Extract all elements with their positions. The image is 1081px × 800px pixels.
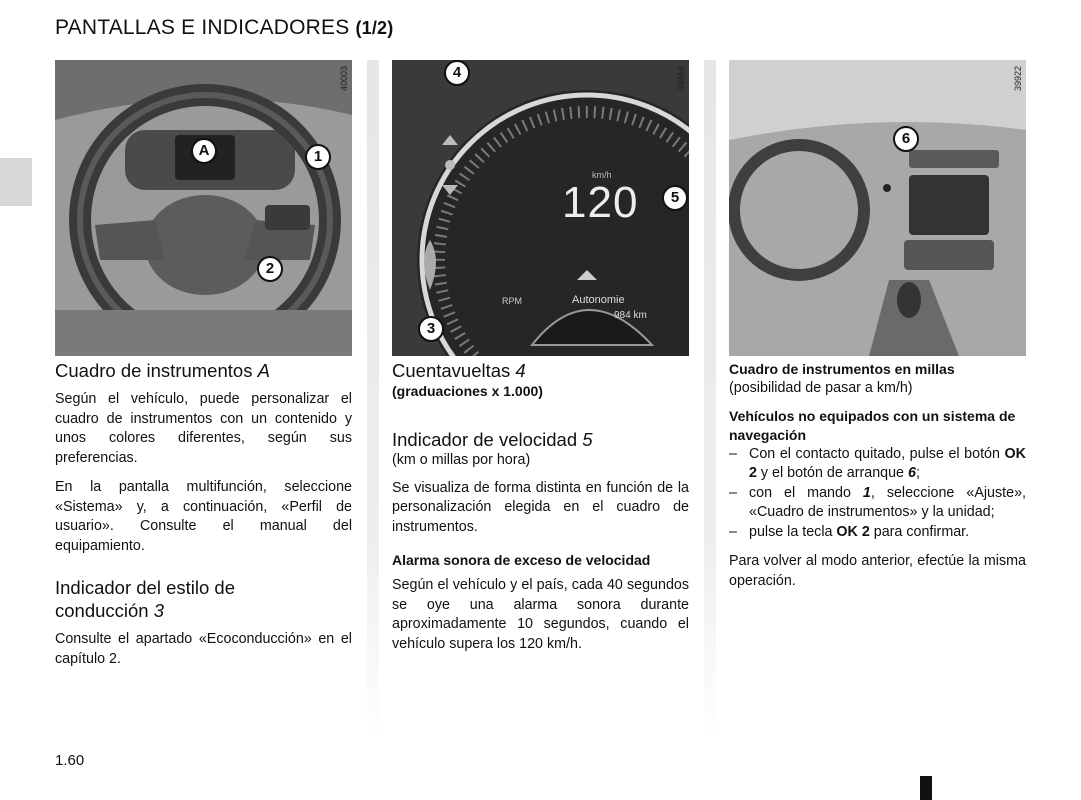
autonomy-value: 984 km [614, 310, 647, 321]
dashboard-illustration [729, 60, 1026, 356]
column-left [55, 360, 352, 679]
section-heading-speedometer: Indicador de velocidad 5 [392, 429, 593, 450]
list-item: – con el mando 1, seleccione «Ajuste», «Cuadro de instrumentos» y la unidad; [729, 484, 1026, 523]
section-heading-instrument-panel: Cuadro de instrumentos A [55, 360, 270, 381]
paragraph: Se visualiza de forma distinta en función de la personalización elegida en el cuadro de instrumentos. [392, 479, 689, 535]
callout-6: 6 [893, 126, 919, 152]
autonomy-label: Autonomie [572, 294, 625, 306]
section-subheading-speed-alarm: Alarma sonora de exceso de velocidad [392, 552, 651, 568]
figure-code: 39458 [676, 66, 686, 92]
callout-4: 4 [444, 60, 470, 86]
list-item: – pulse la tecla OK 2 para confirmar. [729, 523, 1026, 543]
page-title-main: PANTALLAS E INDICADORES [55, 16, 350, 39]
heading-subtitle: (km o millas por hora) [392, 452, 531, 468]
rpm-label: RPM [502, 296, 522, 306]
callout-a: A [191, 138, 217, 164]
paragraph: Según el vehículo y el país, cada 40 segundos se oye una alarma sonora durante aproximadamente 10 segundos, cuando el vehículo supera los 120 km/h. [392, 577, 689, 652]
chapter-tab [0, 158, 32, 206]
column-divider-2 [704, 60, 716, 740]
callout-5: 5 [662, 185, 688, 211]
list-item: – Con el contacto quitado, pulse el botón OK 2 y el botón de arranque 6; [729, 445, 1026, 484]
speed-readout: 120 [562, 178, 639, 227]
steering-wheel-illustration [55, 60, 352, 356]
column-right [729, 360, 1026, 601]
figure-steering-wheel [55, 60, 352, 356]
column-divider-1 [367, 60, 379, 740]
section-subheading-no-nav: Vehículos no equipados con un sistema de navegación [729, 407, 1016, 443]
heading-subtitle: (graduaciones x 1.000) [392, 383, 543, 399]
figure-speedometer [392, 60, 689, 356]
section-heading-driving-style: Indicador del estilo de conducción 3 [55, 577, 235, 621]
paragraph: (posibilidad de pasar a km/h) [729, 380, 913, 396]
paragraph: En la pantalla multifunción, seleccione «Sistema» y, a continuación, «Perfil de usuario». Consulte el manual del equipamiento. [55, 479, 352, 554]
paragraph: Consulte el apartado «Ecoconducción» en el capítulo 2. [55, 631, 352, 667]
callout-3: 3 [418, 316, 444, 342]
paragraph: Para volver al modo anterior, efectúe la misma operación. [729, 553, 1026, 589]
speed-unit: km/h [592, 170, 612, 180]
section-heading-tachometer: Cuentavueltas 4 [392, 360, 526, 381]
page-title-suffix: (1/2) [355, 18, 394, 38]
print-mark [920, 776, 932, 800]
instruction-list [729, 445, 1026, 543]
page-number: 1.60 [55, 752, 85, 769]
callout-2: 2 [257, 256, 283, 282]
page-title [55, 16, 393, 40]
paragraph: Según el vehículo, puede personalizar el cuadro de instrumentos con un contenido y unos colores diferentes, según sus preferencias. [55, 391, 352, 466]
figure-code: 39922 [1013, 66, 1023, 92]
callout-1: 1 [305, 144, 331, 170]
figure-code: 40003 [339, 66, 349, 92]
section-heading-miles: Cuadro de instrumentos en millas [729, 361, 955, 377]
figure-dashboard [729, 60, 1026, 356]
column-middle [392, 360, 689, 664]
